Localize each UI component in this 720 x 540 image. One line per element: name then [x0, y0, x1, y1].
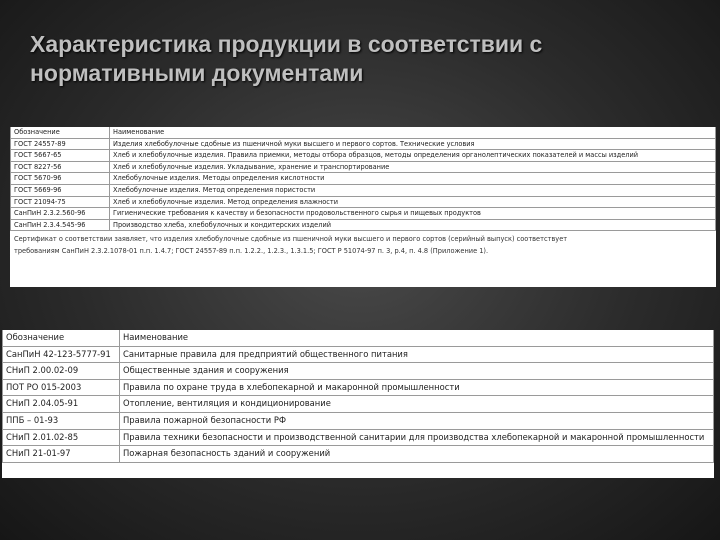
designation-cell: СанПиН 42-123-5777-91	[3, 346, 120, 363]
designation-cell: СНиП 2.00.02-09	[3, 363, 120, 380]
name-cell: Правила по охране труда в хлебопекарной и макаронной промышленности	[120, 379, 714, 396]
name-cell: Гигиенические требования к качеству и безопасности продовольственного сырья и пищевых продуктов	[110, 208, 716, 220]
designation-cell: ГОСТ 5670-96	[11, 173, 110, 185]
header-name: Наименование	[110, 127, 716, 138]
name-cell: Хлебобулочные изделия. Методы определения кислотности	[110, 173, 716, 185]
table-row	[11, 219, 716, 231]
designation-cell: СНиП 21-01-97	[3, 446, 120, 463]
designation-cell: ГОСТ 8227-56	[11, 161, 110, 173]
name-cell: Хлеб и хлебобулочные изделия. Укладывание, хранение и транспортирование	[110, 161, 716, 173]
header-designation: Обозначение	[3, 330, 120, 346]
designation-cell: ППБ – 01-93	[3, 412, 120, 429]
designation-cell: ГОСТ 5667-65	[11, 150, 110, 162]
designation-cell: СанПиН 2.3.2.560-96	[11, 208, 110, 220]
table-row	[11, 196, 716, 208]
name-cell: Хлеб и хлебобулочные изделия. Правила приемки, методы отбора образцов, методы определения органолептических показателей и массы изделий	[110, 150, 716, 162]
product-standards-table	[10, 127, 716, 231]
name-cell: Общественные здания и сооружения	[120, 363, 714, 380]
standards-table-panel	[10, 127, 716, 287]
designation-cell: СанПиН 2.3.4.545-96	[11, 219, 110, 231]
certificate-note-line-2: требованиям СанПиН 2.3.2.1078-01 п.п. 1.4.7; ГОСТ 24557-89 п.п. 1.2.2., 1.2.3., 1.3.1.5; ГОСТ Р 51074-97 п. 3, р.4, п. 4.8 (Приложение 1).	[14, 247, 489, 256]
table-row	[11, 138, 716, 150]
table-row	[11, 184, 716, 196]
name-cell: Отопление, вентиляция и кондиционирование	[120, 396, 714, 413]
table-row	[11, 150, 716, 162]
regulations-table-panel	[2, 330, 714, 478]
name-cell: Производство хлеба, хлебобулочных и кондитерских изделий	[110, 219, 716, 231]
sanitary-regulations-table	[2, 330, 714, 463]
name-cell: Санитарные правила для предприятий общественного питания	[120, 346, 714, 363]
slide-title-line-1: Характеристика продукции в соответствии с	[30, 31, 543, 57]
table-row	[3, 429, 714, 446]
table-row	[3, 363, 714, 380]
designation-cell: ПОТ РО 015-2003	[3, 379, 120, 396]
table-row	[3, 379, 714, 396]
name-cell: Хлебобулочные изделия. Метод определения пористости	[110, 184, 716, 196]
designation-cell: СНиП 2.01.02-85	[3, 429, 120, 446]
certificate-note-line-1: Сертификат о соответствии заявляет, что изделия хлебобулочные сдобные из пшеничной муки высшего и первого сортов (серийный выпуск) соответствует	[14, 235, 568, 244]
certificate-note	[10, 231, 716, 257]
table-row	[3, 446, 714, 463]
header-designation: Обозначение	[11, 127, 110, 138]
name-cell: Правила техники безопасности и производственной санитарии для производства хлебопекарной и макаронной промышленности	[120, 429, 714, 446]
designation-cell: ГОСТ 21094-75	[11, 196, 110, 208]
name-cell: Пожарная безопасность зданий и сооружений	[120, 446, 714, 463]
name-cell: Правила пожарной безопасности РФ	[120, 412, 714, 429]
header-name: Наименование	[120, 330, 714, 346]
table-row	[3, 412, 714, 429]
table-row	[11, 173, 716, 185]
slide-title-line-2: нормативными документами	[30, 60, 364, 86]
name-cell: Хлеб и хлебобулочные изделия. Метод определения влажности	[110, 196, 716, 208]
designation-cell: СНиП 2.04.05-91	[3, 396, 120, 413]
designation-cell: ГОСТ 24557-89	[11, 138, 110, 150]
table-row	[3, 346, 714, 363]
table-header-row	[11, 127, 716, 138]
table-row	[11, 208, 716, 220]
table-header-row	[3, 330, 714, 346]
name-cell: Изделия хлебобулочные сдобные из пшеничной муки высшего и первого сортов. Технические условия	[110, 138, 716, 150]
table-row	[3, 396, 714, 413]
slide-title	[30, 30, 710, 88]
designation-cell: ГОСТ 5669-96	[11, 184, 110, 196]
table-row	[11, 161, 716, 173]
